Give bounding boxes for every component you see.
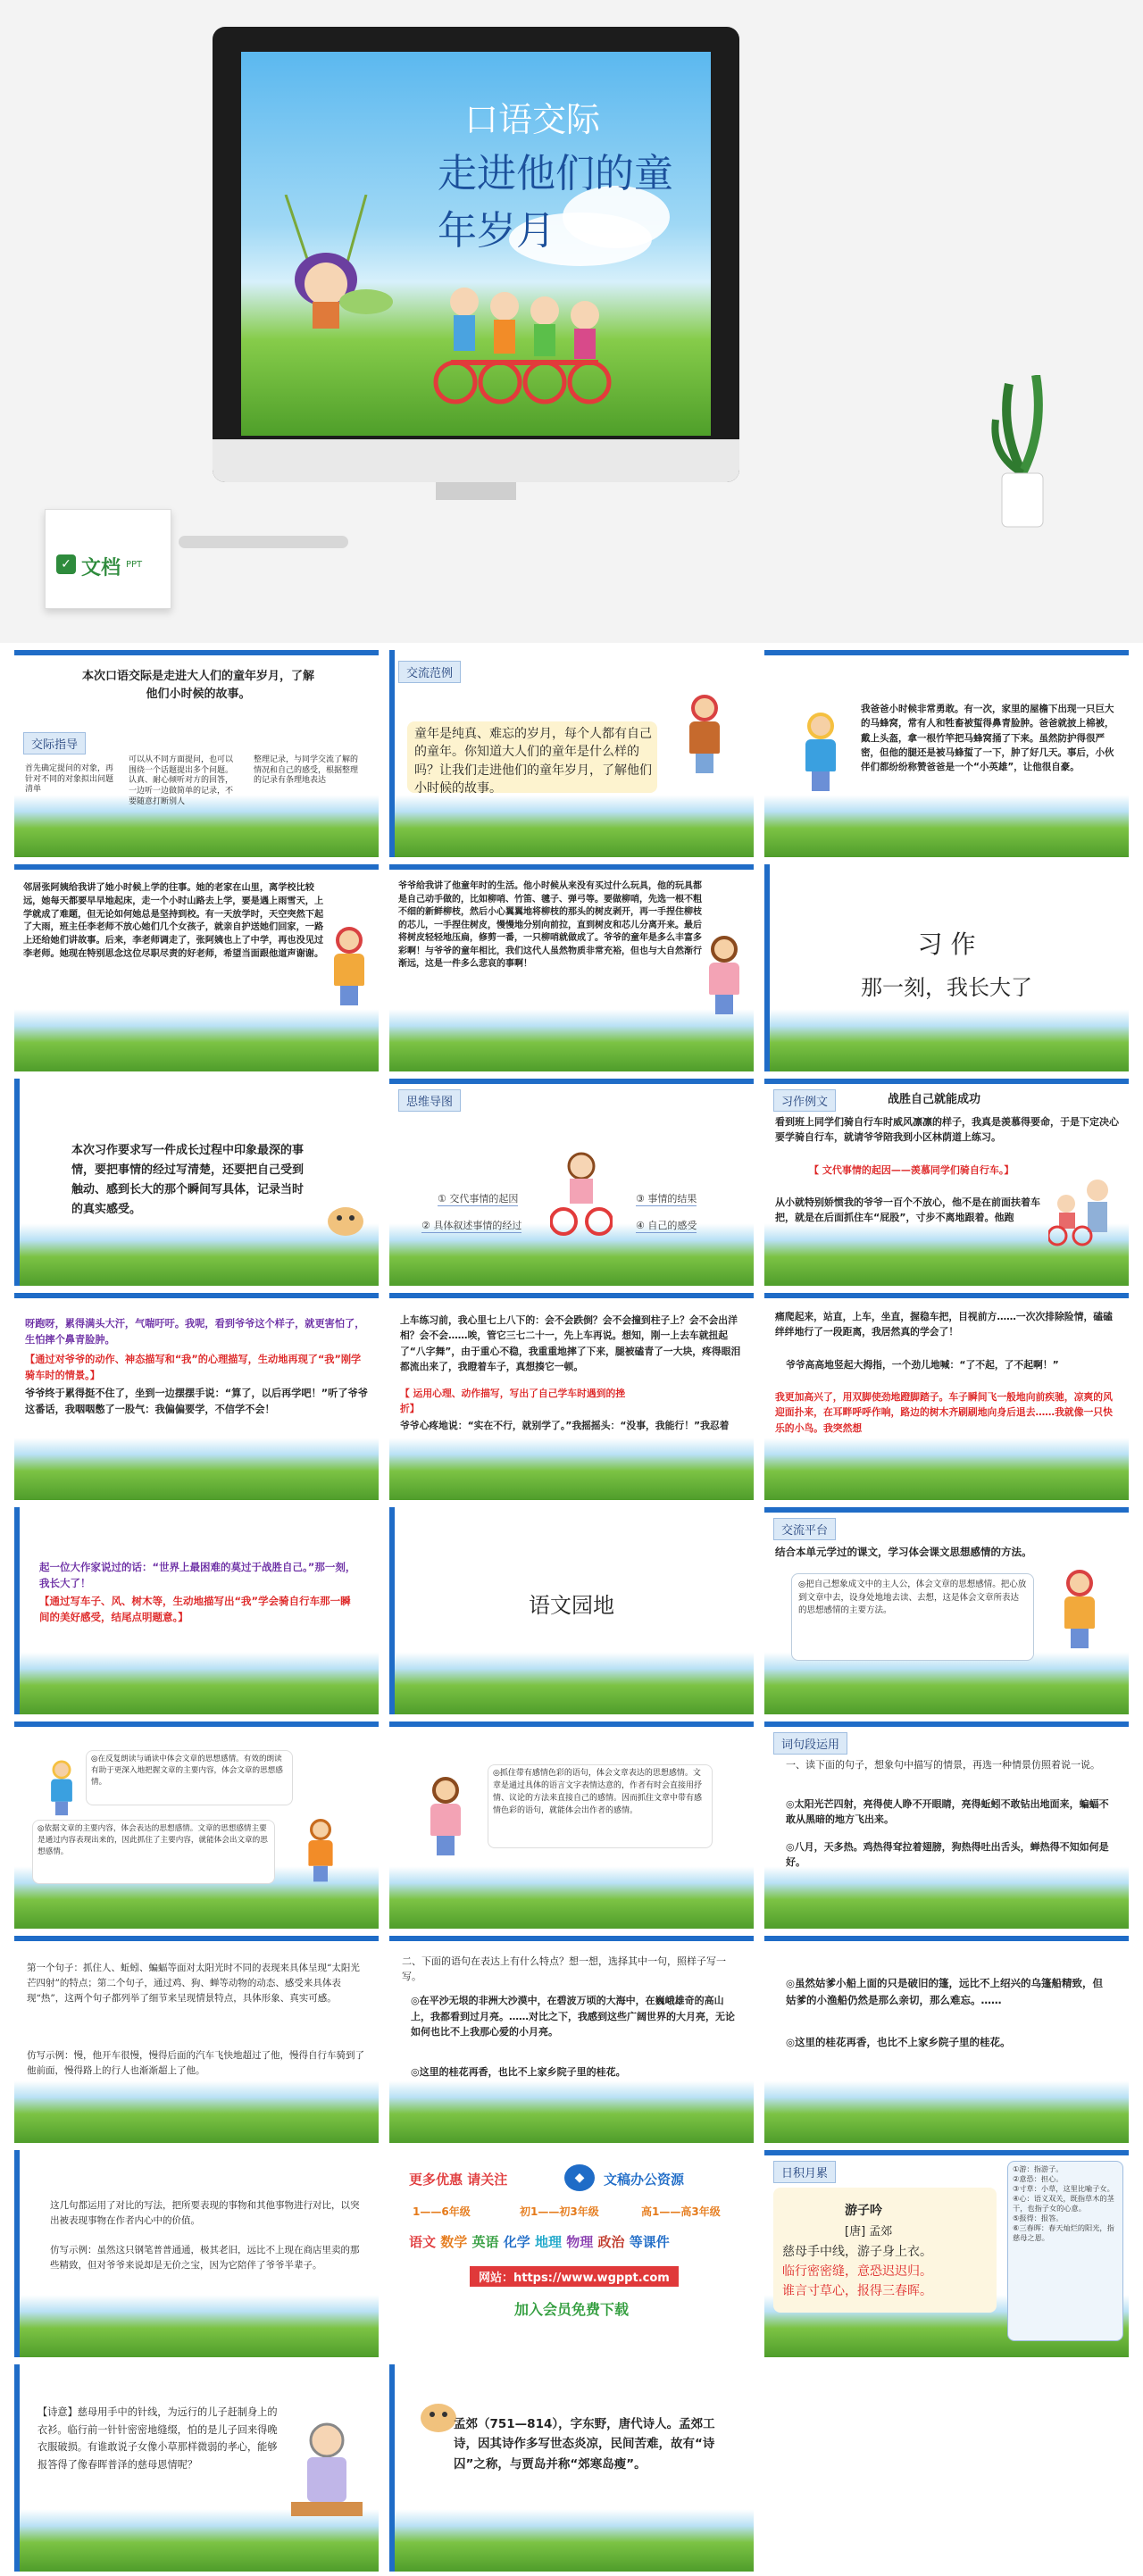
slide-border	[389, 1293, 754, 1298]
monitor-stand	[436, 482, 516, 500]
slide-text: 起一位大作家说过的话：“世界上最困难的莫过于战胜自己。”那一刻，我长大了！	[39, 1561, 356, 1590]
slide-border	[14, 1722, 379, 1727]
slide-4	[14, 864, 379, 1071]
brand-logo-icon: ✓	[56, 554, 76, 574]
slide-24	[764, 2150, 1129, 2357]
slide-text: ◎在反复朗读与诵读中体会文章的思想感情。有效的朗读有助于更深入地把握文章的主要内容，体会文章的思想感情。	[91, 1755, 283, 1787]
slide-border	[14, 1507, 20, 1714]
slide-tag: 日积月累	[773, 2161, 836, 2183]
slide-text: 爷爷心疼地说：“实在不行，就别学了。”我摇摇头：“没事，我能行！”我忍着	[400, 1420, 730, 1431]
slide-border	[14, 1936, 379, 1941]
slide-text: 从小就特别娇惯我的爷爷一百个不放心，他不是在前面扶着车把，就是在后面抓住车“屁股”，寸步不离地跟着。他跑	[775, 1196, 1040, 1224]
slide-5	[389, 864, 754, 1071]
slide-text: 我更加高兴了，用双脚使劲地蹬脚踏子。车子瞬间飞一般地向前疾驰，凉爽的风迎面扑来，在耳畔呼呼作响，路边的树木齐刷刷地向身后退去……我就像一只快乐的小鸟。我突然想	[775, 1391, 1113, 1434]
note-item: ⑥三春晖：春天灿烂的阳光，指慈母之恩。	[1013, 2223, 1114, 2243]
note-item: ③寸草：小草，这里比喻子女。	[1013, 2184, 1114, 2194]
ad-subject: 化学	[503, 2234, 530, 2250]
grandpa-child-bike-illustration	[1048, 1177, 1120, 1248]
slide-border	[764, 650, 1129, 655]
girl-illustration	[1059, 1570, 1100, 1650]
slide-text: 第一个句子：抓住人、蚯蚓、蝙蝠等面对太阳光时不同的表现来具体呈现“太阳光芒四射”的特点；第二个句子，通过鸡、狗、蝉等动物的动态、感受来具体表现“热”，这两个句子都列举了细节来呈现情景特点，具体形象、真实可感。	[27, 1963, 360, 2004]
ad-subject: 物理	[566, 2234, 594, 2250]
monitor-foot	[179, 536, 348, 548]
slide-column: 可以从不同方面提问，也可以围绕一个话题提出多个问题。认真、耐心倾听对方的回答，一边听一边做简单的记录，不要随意打断别人	[129, 755, 234, 806]
slide-border	[764, 864, 770, 1071]
slide-text: 看到班上同学们骑自行车时威风凛凛的样子，我真是羡慕得要命，于是下定决心要学骑自行车，就请爷爷陪我到小区林荫道上练习。	[775, 1116, 1119, 1144]
slide-26	[389, 2364, 754, 2572]
slide-border	[14, 2150, 20, 2357]
boy-illustration	[800, 713, 841, 793]
slide-text: 童年是纯真、难忘的岁月，每个人都有自己的童年。你知道大人们的童年是什么样的吗？让我们走进他们的童年岁月，了解他们小时候的故事。	[414, 727, 652, 796]
slide-text: ◎把自己想象成文中的主人公，体会文章的思想感情。把心放到文章中去，设身处地地去读、去想，这是体会文章所表达的思想感情的主要方法。	[798, 1580, 1027, 1616]
slide-text: ◎依据文章的主要内容，体会表达的思想感情。文章的思想感情主要是通过内容表现出来的，因此抓住了主要内容，就能体会出文章的思想感情。	[38, 1824, 268, 1856]
kids-on-bike-illustration	[429, 275, 634, 409]
slide-title: 语文园地	[529, 1593, 614, 1618]
slide-text: ◎在平沙无垠的非洲大沙漠中，在碧波万顷的大海中，在巍峨雄奇的高山上，我都看到过月亮。……对比之下，我感到这些广阔世界的大月亮，无论如何也比不上我那心爱的小月亮。	[411, 1995, 735, 2038]
slide-tag: 交流平台	[773, 1518, 836, 1540]
slide-tag: 思维导图	[398, 1089, 461, 1112]
slide-title: 习 作	[917, 930, 976, 959]
slide-border	[14, 1079, 20, 1286]
slide-text: 痛爬起来，站直，上车，坐直，握稳车把，目视前方……一次次排除险情，磕磕绊绊地行了一段距离，我居然真的学会了！	[775, 1311, 1113, 1338]
ad-subject: 等课件	[629, 2234, 670, 2250]
slide-23-ad	[389, 2150, 754, 2357]
slide-9	[764, 1079, 1129, 1286]
slide-border	[14, 2364, 20, 2572]
slide-tag: 交际指导	[23, 732, 86, 754]
slide-border	[764, 1722, 1129, 1727]
slide-border	[764, 1507, 1129, 1513]
slide-text: 【诗意】慈母用手中的针线，为远行的儿子赶制身上的衣衫。临行前一针针密密地缝缀，怕的是儿子回来得晚衣服破损。有谁敢说子女像小草那样微弱的孝心，能够报答得了像春晖普泽的慈母恩情呢？	[38, 2406, 278, 2471]
slide-text: ◎这里的桂花再香，也比不上家乡院子里的桂花。	[411, 2066, 626, 2078]
poem-line: 谁言寸草心，报得三春晖。	[782, 2284, 932, 2298]
slide-tag: 词句段运用	[773, 1732, 847, 1755]
slide-text: 这几句都运用了对比的写法，把所要表现的事物和其他事物进行对比，以突出被表现事物在作者内心中的价值。	[50, 2200, 360, 2227]
ad-site-link[interactable]: 网站：https://www.wgppt.com	[470, 2266, 679, 2287]
slide-12	[764, 1293, 1129, 1500]
slide-border	[14, 650, 379, 655]
slide-25	[14, 2364, 379, 2572]
poem-author: [唐] 孟郊	[845, 2225, 893, 2238]
ad-subject: 数学	[440, 2234, 468, 2250]
fairy-illustration	[259, 195, 393, 338]
slide-11	[389, 1293, 754, 1500]
slide-14	[389, 1507, 754, 1714]
slide-tag: 习作例文	[773, 1089, 836, 1112]
slide-border	[389, 2364, 395, 2572]
slide-title: 战胜自己就能成功	[888, 1093, 981, 1106]
slide-text: 本次习作要求写一件成长过程中印象最深的事情，要把事情的经过写清楚，还要把自己受到触动、感到长大的那个瞬间写具体，记录当时的真实感受。	[71, 1144, 305, 1217]
slide-text: ◎虽然姑爹小船上面的只是破旧的篷，远比不上绍兴的乌篷船精致，但姑爹的小渔船仍然是那么亲切，那么难忘。……	[786, 1977, 1104, 2006]
hamster-illustration	[323, 1195, 368, 1239]
ad-grade: 初1——初3年级	[520, 2205, 599, 2218]
slide-8	[389, 1079, 754, 1286]
note-item: ④心：语义双关，既指草木的茎干，也指子女的心意。	[1013, 2194, 1114, 2213]
slide-6	[764, 864, 1129, 1071]
slide-2	[389, 650, 754, 857]
girl-illustration	[704, 936, 745, 1016]
monitor-chin	[213, 439, 739, 482]
mindmap-node: ② 具体叙述事情的经过	[421, 1220, 522, 1231]
slide-border	[389, 650, 395, 857]
slide-13	[14, 1507, 379, 1714]
ad-grade: 高1——高3年级	[641, 2205, 721, 2218]
slide-border	[764, 2150, 1129, 2155]
slide-border	[764, 1936, 1129, 1941]
slide-border	[389, 1936, 754, 1941]
slide-border	[389, 864, 754, 870]
note-item: ②意恐：担心。	[1013, 2174, 1064, 2184]
brand-logo-icon: ◆	[564, 2164, 595, 2191]
slide-text: 爷爷给我讲了他童年时的生活。他小时候从来没有买过什么玩具，他的玩具都是自己动手做的，比如柳哨、竹笛、毽子、弹弓等。要做柳哨，先选一根不粗不细的新鲜柳枝，然后小心翼翼地将柳枝的那头的树皮剥开，再一手捏住柳枝的芯儿，一手捏住树皮，慢慢地分别向前拉，直到树皮和芯儿分离开来。最后将树皮轻轻地压扁，修剪一番，一只柳哨就做成了。爷爷的童年是多么丰富多彩啊！与爷爷的童年相比，我们这代人虽然物质非常充裕，但也与大自然渐行渐远，这是一件多么悲哀的事啊！	[398, 881, 702, 969]
slide-3	[764, 650, 1129, 857]
slide-text: ◎抓住带有感情色彩的语句，体会文章表达的思想感情。文章是通过具体的语言文字表情达意的，作者有时会直接用抒情、议论的方法来直接自己的感情。因而抓住文章中带有感情色彩的语句，就能体会出作者的感情。	[493, 1769, 703, 1815]
slide-text: 一、读下面的句子，想象句中描写的情景，再选一种情景仿照着说一说。	[786, 1759, 1100, 1771]
ad-brand: 文稿办公资源	[604, 2172, 685, 2188]
slide-annotation: 【 运用心理、动作描写，写出了自己学车时遇到的挫折】	[400, 1388, 626, 1415]
cover-slide	[241, 52, 711, 436]
slide-text: 结合本单元学过的课文，学习体会课文思想感情的方法。	[775, 1546, 1032, 1558]
slide-text: 爷爷高高地竖起大拇指，一个劲儿地喊：“了不起，了不起啊！”	[786, 1359, 1059, 1371]
slide-text: ◎太阳光芒四射，亮得使人睁不开眼睛，亮得蚯蚓不敢钻出地面来，蝙蝠不敢从黑暗的地方飞出来。	[786, 1798, 1109, 1826]
monitor	[213, 27, 739, 500]
slide-text: ◎八月，天多热。鸡热得耷拉着翅膀，狗热得吐出舌头，蝉热得不知如何是好。	[786, 1841, 1109, 1869]
slide-text: 仿写示例：虽然这只钢笔普普通通，极其老旧，远比不上现在商店里卖的那些精致，但对爷爷来说却是无价之宝，因为它陪伴了爷爷半辈子。	[50, 2245, 360, 2272]
slide-text: ◎这里的桂花再香，也比不上家乡院子里的桂花。	[786, 2036, 1011, 2048]
slide-column: 首先确定提问的对象，再针对不同的对象拟出问题清单	[25, 764, 114, 795]
plant-illustration	[991, 375, 1054, 536]
cover-title: 口语交际	[464, 100, 601, 139]
ad-subject: 英语	[471, 2234, 499, 2250]
slide-10	[14, 1293, 379, 1500]
slide-border	[14, 1293, 379, 1298]
slide-20	[389, 1936, 754, 2143]
slide-text: 孟郊（751—814），字东野，唐代诗人。孟郊工诗，因其诗作多写世态炎凉，民间苦难，故有“诗囚”之称，与贾岛并称“郊寒岛瘦”。	[454, 2417, 715, 2472]
hero-banner	[0, 0, 1143, 643]
slide-border	[389, 1722, 754, 1727]
slide-border	[14, 864, 379, 870]
slide-border	[764, 1079, 1129, 1084]
cover-subtitle: 走进他们的童年岁月	[438, 151, 673, 254]
notes-list	[1013, 2164, 1118, 2244]
poem-line: 慈母手中线，游子身上衣。	[782, 2245, 932, 2259]
poem-title: 游子吟	[845, 2204, 882, 2218]
note-item: ①游：指游子。	[1013, 2164, 1064, 2173]
ad-subject: 政治	[597, 2234, 625, 2250]
slide-19	[14, 1936, 379, 2143]
ad-follow: 更多优惠 请关注	[409, 2172, 508, 2188]
ad-subject: 语文	[409, 2234, 437, 2250]
girl-on-bike-illustration	[550, 1150, 613, 1239]
slide-text: 爷爷终于累得挺不住了，坐到一边摆摆手说：“算了，以后再学吧！”听了爷爷这番话，我咽咽憋了一股气：我偏偏要学，不信学不会！	[25, 1388, 368, 1415]
slide-22	[14, 2150, 379, 2357]
ad-join: 加入会员免费下载	[513, 2301, 629, 2318]
slide-annotation: 【通过对爷爷的动作、神态描写和“我”的心理描写，生动地再现了“我”刚学骑车时的情景。】	[25, 1354, 362, 1381]
mother-sewing-illustration	[282, 2418, 371, 2525]
slide-1	[14, 650, 379, 857]
slide-text: 他们小时候的故事。	[146, 688, 251, 702]
girl-illustration	[329, 927, 370, 1007]
girl-illustration	[425, 1777, 466, 1857]
ad-grade: 1——6年级	[413, 2205, 471, 2218]
slide-text: 邻居张阿姨给我讲了她小时候上学的往事。她的老家在山里，离学校比较远，她每天都要早早地起床，走一个小时山路去上学，要是遇上雨雪天，上学就成了难题，但无论如何她总是坚持到校。有一天放学时，天空突然下起了大雨，班主任李老师不放心她们几个女孩子，就亲自护送她们回家，一路上还给她们讲故事。后来，李老师调走了，张阿姨也上了中学，再也没见过李老师。她现在特别思念这位尽职尽责的好老师，希望当面跟他道声谢谢。	[23, 883, 324, 959]
slide-text: 仿写示例：慢，他开车很慢，慢得后面的汽车飞快地超过了他，慢得自行车骑到了他前面，慢得路上的行人也渐渐超上了他。	[27, 2050, 364, 2076]
slide-text: 本次口语交际是走进大人们的童年岁月，了解	[81, 670, 314, 683]
slide-text: 我爸爸小时候非常勇敢。有一次，家里的屋檐下出现一只巨大的马蜂窝，常有人和牲畜被蜇得鼻青脸肿。爸爸就披上棉被，戴上头盔，拿一根竹竿把马蜂窝捅了下来。虽然防护得很严密，但他的腿还是被马蜂蜇了一下，肿了好几天。事后，小伙伴们都纷纷称赞爸爸是一个“小英雄”，让他很自豪。	[861, 704, 1114, 773]
slide-21	[764, 1936, 1129, 2143]
slide-border	[764, 1293, 1129, 1298]
slide-7	[14, 1079, 379, 1286]
mindmap-node: ① 交代事情的起因	[438, 1193, 519, 1205]
slide-text: 上车练习前，我心里七上八下的：会不会跌倒？会不会撞到柱子上？会不会出洋相？会不会……唉，管它三七二十一，先上车再说。想知，刚一上去车就扭起了“八字舞”，由于重心不稳，我重重地摔了下来，腿被磕青了一大块，疼得眼泪都流出来了，我瞪着车子，真想揍它一顿。	[400, 1314, 741, 1372]
brand-name: 文档	[81, 557, 121, 579]
slide-border	[389, 1079, 754, 1084]
ad-subjects	[409, 2232, 670, 2251]
slide-15	[764, 1507, 1129, 1714]
slide-16	[14, 1722, 379, 1929]
slide-subtitle: 那一刻，我长大了	[861, 975, 1032, 1000]
slide-17	[389, 1722, 754, 1929]
mindmap-node: ③ 事情的结果	[636, 1193, 697, 1205]
boy-illustration	[305, 1819, 338, 1883]
poem-line: 临行密密缝，意恐迟迟归。	[782, 2264, 932, 2279]
slide-annotation: 【 文代事情的起因——羡慕同学们骑自行车。】	[809, 1164, 1014, 1176]
boy-illustration	[47, 1761, 76, 1817]
ad-subject: 地理	[535, 2234, 563, 2250]
brand-calendar	[45, 509, 171, 609]
slide-text: 二、下面的语句在表达上有什么特点？想一想，选择其中一句，照样子写一写。	[402, 1955, 726, 1983]
slide-text: 呀跑呀，累得满头大汗，气喘吁吁。我呢，看到爷爷这个样子，就更害怕了，生怕摔个鼻青脸肿。	[25, 1318, 365, 1346]
teacher-illustration	[684, 695, 725, 775]
slide-18	[764, 1722, 1129, 1929]
brand-sub: PPT	[126, 560, 143, 570]
slide-tag: 交流范例	[398, 661, 461, 683]
slide-annotation: 【通过写车子、风、树木等，生动地描写出“我”学会骑自行车那一瞬间的美好感受，结尾点明题意。】	[39, 1595, 351, 1624]
slide-column: 整理记录，与同学交流了解的情况和自己的感受，根据整理的记录有条理地表达	[254, 755, 359, 786]
mindmap-node: ④ 自己的感受	[636, 1220, 697, 1231]
note-item: ⑤报得：报答。	[1013, 2213, 1064, 2223]
